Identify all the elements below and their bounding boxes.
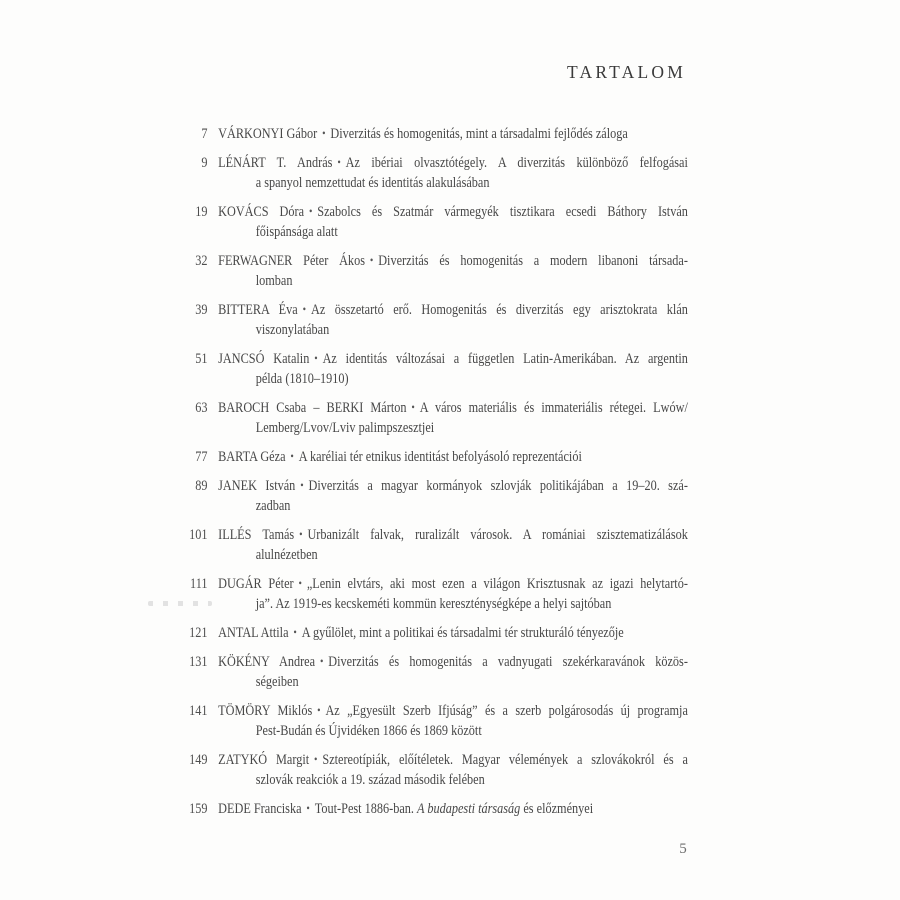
entry-title-italic: A budapesti társaság: [417, 801, 521, 817]
entry-title: Sztereotípiák, előítéletek. Magyar vélemények a szlovákokról és a: [322, 752, 688, 768]
bullet-separator: •: [299, 527, 303, 541]
entry-title: Urbanizált falvak, ruralizált városok. A romániai szisztematizálások: [307, 527, 688, 543]
entry-page-number: 111: [190, 576, 208, 592]
entry-author: BITTERA Éva: [218, 302, 298, 318]
entry-title: Az identitás változásai a független Latin-Amerikában. Az argentin: [322, 351, 688, 367]
entry-title: Az „Egyesült Szerb Ifjúság” és a szerb polgárosodás új programja: [325, 703, 688, 719]
entry-author: FERWAGNER Péter Ákos: [218, 253, 365, 269]
entry-title: A karéliai tér etnikus identitást befolyásoló reprezentációi: [298, 449, 582, 465]
entry-title: Az összetartó erő. Homogenitás és diverzitás egy arisztokrata klán: [310, 302, 688, 318]
entry-text: [218, 799, 688, 819]
toc-entry: [183, 701, 688, 741]
entry-page-number: 9: [201, 155, 208, 171]
entry-line: [218, 701, 688, 721]
toc-entry: [183, 300, 688, 340]
toc-entry: [183, 574, 688, 614]
entry-text: [218, 476, 688, 516]
toc-entry: [183, 623, 688, 643]
entry-author: JANEK István: [218, 478, 296, 494]
entry-page-number: 121: [189, 625, 208, 641]
entry-page-number: 51: [195, 351, 208, 367]
entry-author: TÖMÖRY Miklós: [218, 703, 313, 719]
entry-author: LÉNÁRT T. András: [218, 155, 333, 171]
entry-author: DUGÁR Péter: [218, 576, 294, 592]
entry-line: [218, 153, 688, 173]
entry-text: [218, 300, 688, 340]
toc-entry: [183, 124, 688, 144]
entry-line: [218, 652, 688, 672]
entry-line: [218, 398, 688, 418]
entry-line-continuation: Pest-Budán és Újvidéken 1866 és 1869 között: [255, 723, 482, 739]
bullet-separator: •: [314, 752, 318, 766]
entry-text: [218, 750, 688, 790]
entry-text: [218, 153, 688, 193]
entry-line-continuation: szlovák reakciók a 19. század második felében: [255, 772, 485, 788]
toc-entry: [183, 799, 688, 819]
entry-line-continuation: ségeiben: [255, 674, 299, 690]
bullet-separator: •: [317, 703, 321, 717]
toc-list: [183, 124, 688, 828]
bullet-separator: •: [293, 625, 297, 639]
scan-artifact: [148, 601, 212, 606]
entry-title: A gyűlölet, mint a politikai és társadalmi tér strukturáló tényezője: [301, 625, 624, 641]
entry-title: Diverzitás és homogenitás, mint a társadalmi fejlődés záloga: [330, 126, 628, 142]
toc-entry: [183, 750, 688, 790]
entry-page-number: 7: [201, 126, 208, 142]
entry-line: [218, 300, 688, 320]
entry-line: [218, 574, 688, 594]
entry-text: [218, 202, 688, 242]
entry-title: A város materiális és immateriális rétegei. Lwów/: [419, 400, 688, 416]
entry-text: [218, 398, 688, 438]
entry-page-number: 32: [195, 253, 208, 269]
bullet-separator: •: [319, 654, 324, 668]
entry-author: KÖKÉNY Andrea: [218, 654, 316, 670]
toc-entry: [183, 525, 688, 565]
entry-line-continuation: a spanyol nemzettudat és identitás alakulásában: [255, 175, 490, 191]
bullet-separator: •: [369, 253, 374, 267]
entry-line-continuation: zadban: [255, 498, 291, 514]
page-title: TARTALOM: [567, 62, 686, 82]
bullet-separator: •: [308, 204, 313, 218]
bullet-separator: •: [411, 400, 415, 414]
entry-author: ZATYKÓ Margit: [218, 752, 310, 768]
entry-page-number: 77: [195, 449, 208, 465]
entry-text: [218, 574, 688, 614]
entry-page-number: 101: [189, 527, 208, 543]
toc-entry: [183, 447, 688, 467]
entry-author: ANTAL Attila: [218, 625, 289, 641]
toc-entry: [183, 251, 688, 291]
entry-title: Diverzitás és homogenitás a modern libanoni társada-: [378, 253, 688, 269]
entry-line-continuation: ja”. Az 1919-es kecskeméti kommün kereszténységképe a helyi sajtóban: [255, 596, 612, 612]
bullet-separator: •: [322, 126, 326, 140]
entry-author: BARTA Géza: [218, 449, 286, 465]
entry-author: VÁRKONYI Gábor: [218, 126, 318, 142]
entry-title: Diverzitás és homogenitás a vadnyugati szekérkaravánok közös-: [328, 654, 688, 670]
bullet-separator: •: [337, 155, 341, 169]
entry-line: [218, 349, 688, 369]
entry-page-number: 63: [195, 400, 208, 416]
entry-title: Tout-Pest 1886-ban.: [314, 801, 418, 817]
entry-text: [218, 124, 688, 144]
bullet-separator: •: [314, 351, 318, 365]
entry-text: [218, 652, 688, 692]
entry-page-number: 141: [189, 703, 208, 719]
entry-line: [218, 476, 688, 496]
toc-entry: [183, 153, 688, 193]
entry-line-continuation: példa (1810–1910): [255, 371, 349, 387]
bullet-separator: •: [290, 449, 294, 463]
bullet-separator: •: [298, 576, 302, 590]
entry-page-number: 159: [189, 801, 208, 817]
entry-line: [218, 202, 688, 222]
entry-line-continuation: lomban: [255, 273, 293, 289]
entry-page-number: 89: [195, 478, 208, 494]
entry-title: Szabolcs és Szatmár vármegyék tisztikara ecsedi Báthory István: [317, 204, 688, 220]
entry-author: JANCSÓ Katalin: [218, 351, 310, 367]
toc-entry: [183, 652, 688, 692]
entry-line: [218, 124, 688, 144]
entry-line: [218, 447, 688, 467]
toc-entry: [183, 398, 688, 438]
entry-page-number: 39: [195, 302, 208, 318]
entry-line-continuation: viszonylatában: [255, 322, 330, 338]
entry-page-number: 19: [195, 204, 208, 220]
entry-page-number: 131: [189, 654, 208, 670]
page-number: 5: [679, 841, 687, 857]
toc-entry: [183, 349, 688, 389]
bullet-separator: •: [300, 478, 304, 492]
entry-author: BAROCH Csaba – BERKI Márton: [218, 400, 407, 416]
entry-line: [218, 750, 688, 770]
entry-line: [218, 251, 688, 271]
entry-author: ILLÉS Tamás: [218, 527, 295, 543]
entry-line-continuation: főispánsága alatt: [255, 224, 338, 240]
entry-text: [218, 623, 688, 643]
entry-line: [218, 525, 688, 545]
entry-text: [218, 701, 688, 741]
bullet-separator: •: [302, 302, 307, 316]
entry-author: KOVÁCS Dóra: [218, 204, 305, 220]
entry-text: [218, 349, 688, 389]
entry-text: [218, 525, 688, 565]
entry-title: Diverzitás a magyar kormányok szlovják politikájában a 19–20. szá-: [308, 478, 688, 494]
entry-text: [218, 447, 688, 467]
toc-entry: [183, 202, 688, 242]
entry-page-number: 149: [189, 752, 208, 768]
entry-line: [218, 799, 688, 819]
entry-text: [218, 251, 688, 291]
entry-title-after: és előzményei: [520, 801, 594, 817]
entry-line: [218, 623, 688, 643]
entry-line-continuation: alulnézetben: [255, 547, 318, 563]
entry-title: Az ibériai olvasztótégely. A diverzitás különböző felfogásai: [345, 155, 688, 171]
toc-entry: [183, 476, 688, 516]
entry-line-continuation: Lemberg/Lvov/Lviv palimpszesztjei: [255, 420, 435, 436]
entry-title: „Lenin elvtárs, aki most ezen a világon Krisztusnak az igazi helytartó-: [306, 576, 688, 592]
bullet-separator: •: [306, 801, 310, 815]
entry-author: DEDE Franciska: [218, 801, 302, 817]
